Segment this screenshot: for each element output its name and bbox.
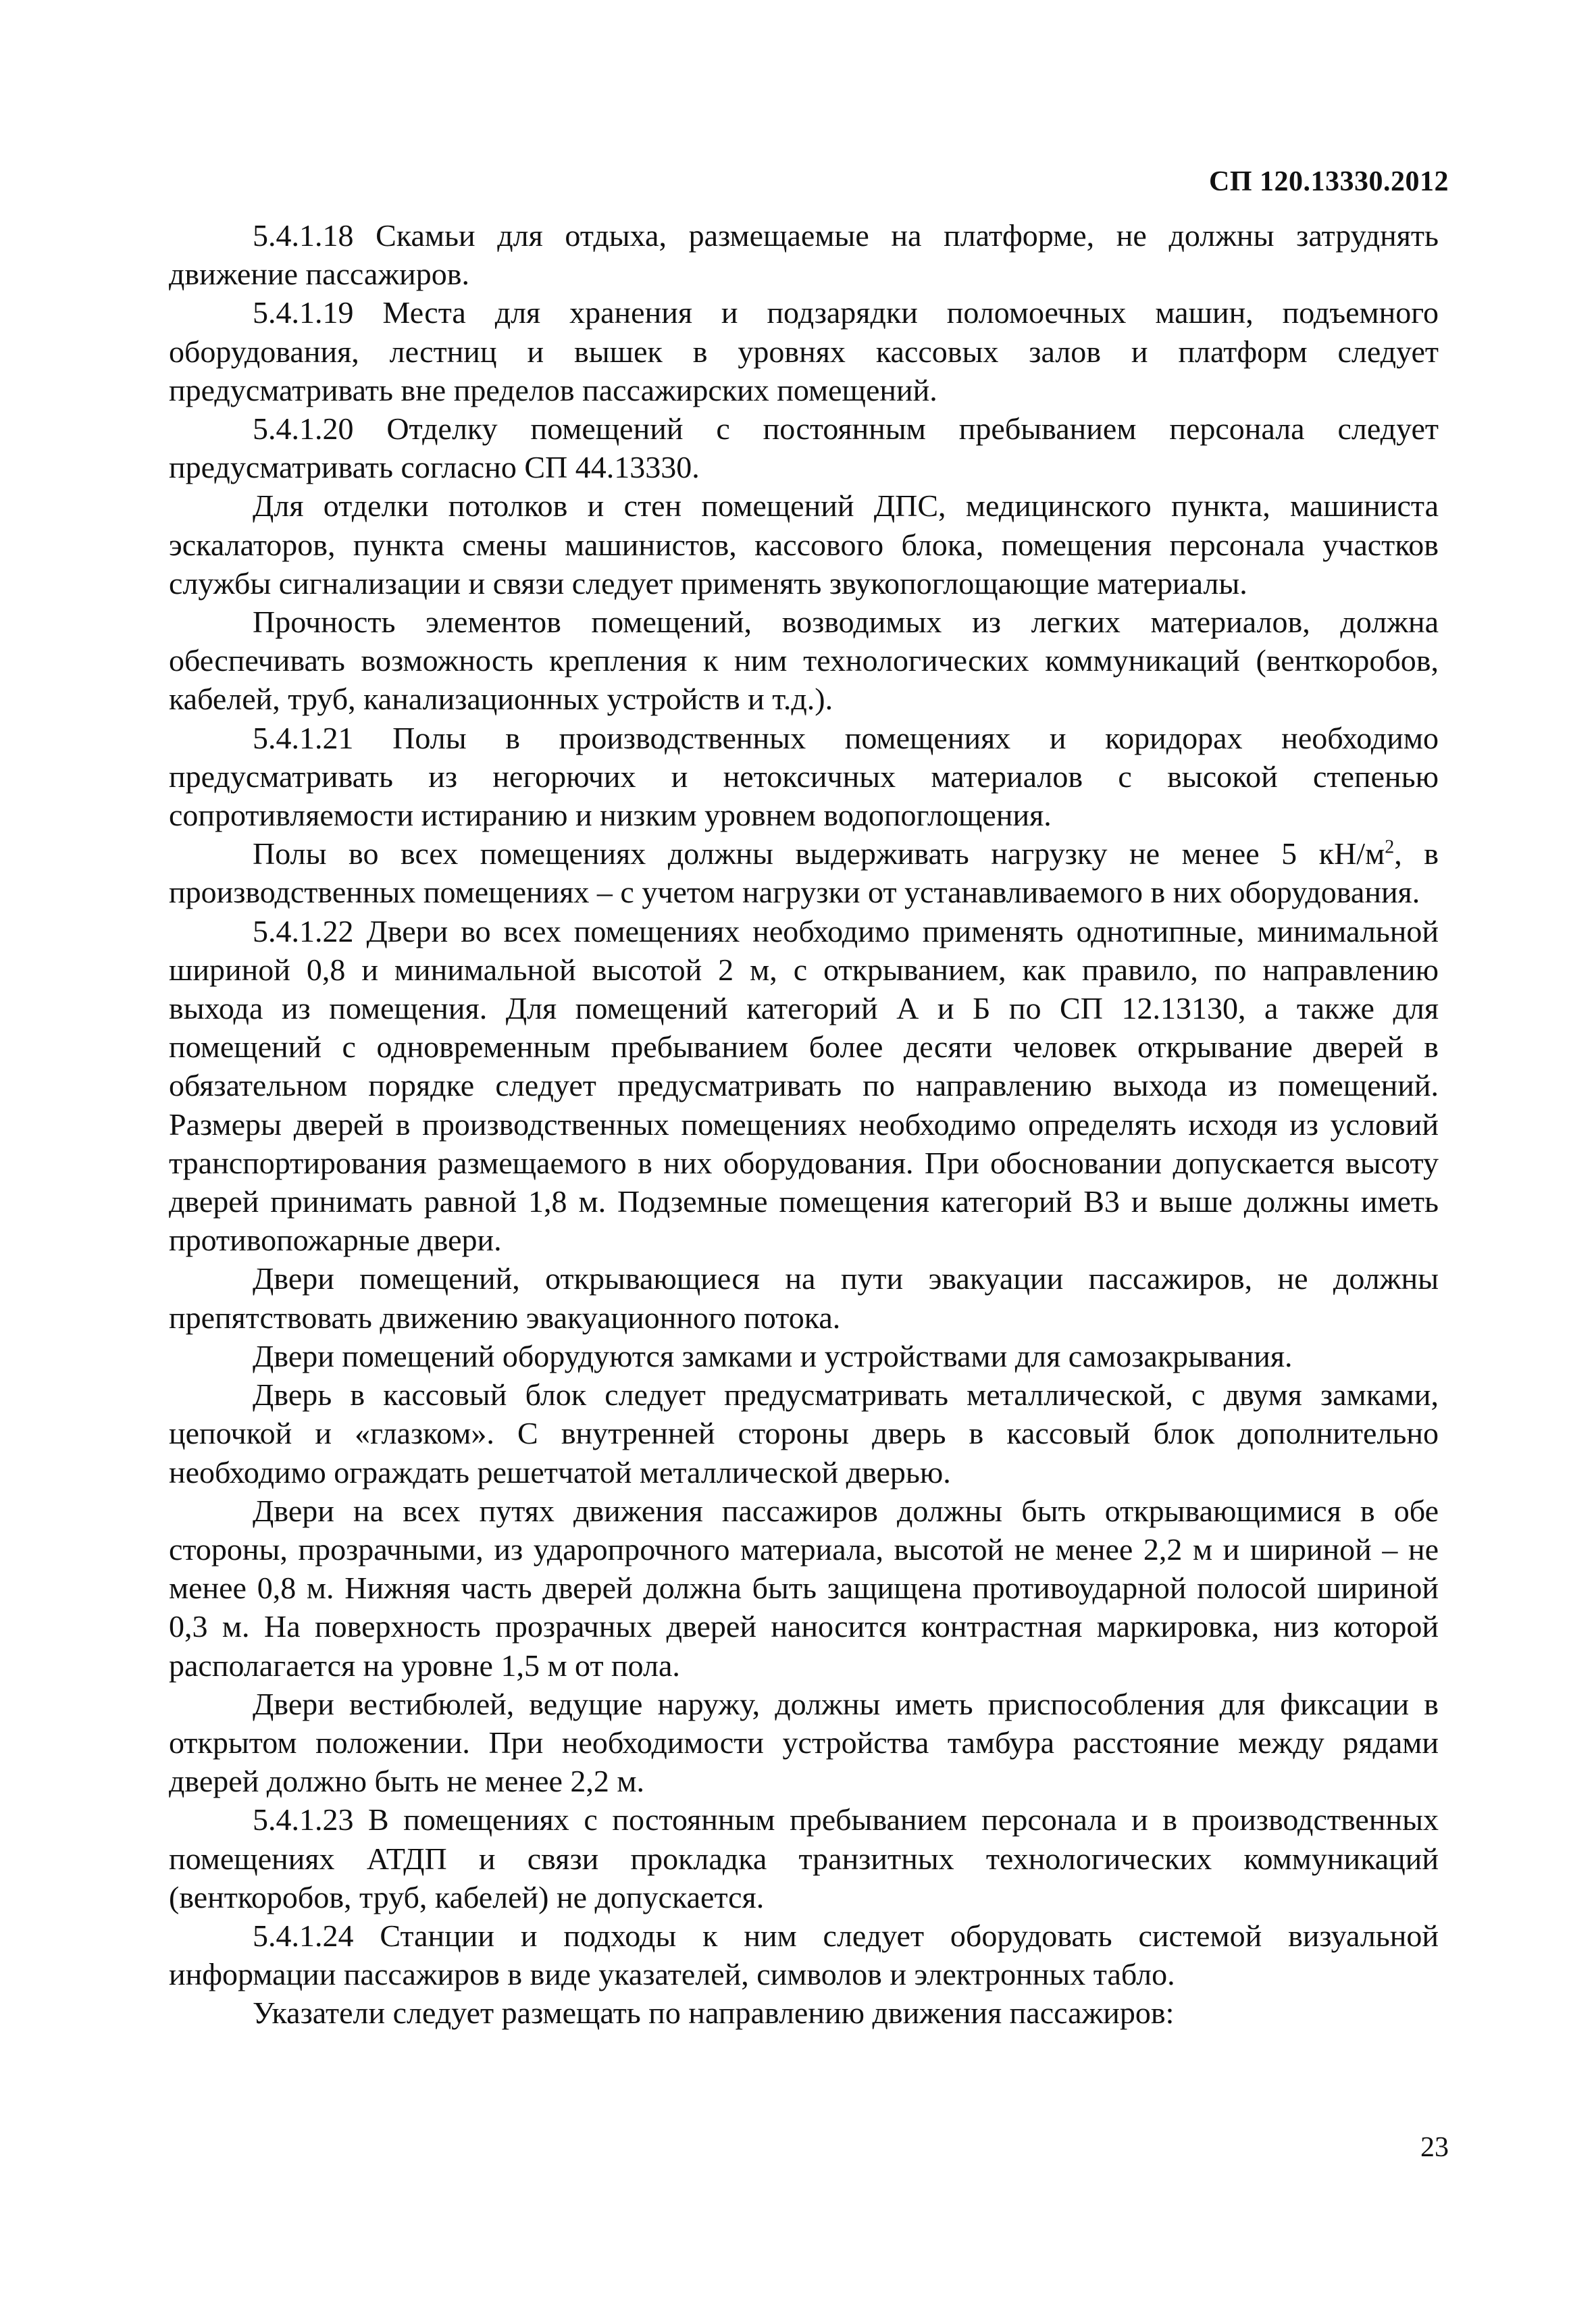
paragraph-evacuation-doors: Двери помещений, открывающиеся на пути эвакуации пассажиров, не должны препятствовать движению эвакуационного потока. (169, 1261, 1439, 1335)
floor-load-text: Полы во всех помещениях должны выдерживать нагрузку не менее 5 кН/м (253, 836, 1385, 871)
paragraph-floor-load (169, 834, 1439, 911)
paragraph-vestibule-doors: Двери вестибюлей, ведущие наружу, должны иметь приспособления для фиксации в открытом положении. При необходимости устройства тамбура расстояние между рядами дверей должно быть не менее 2,2 м. (169, 1686, 1439, 1799)
document-body (169, 216, 1439, 2033)
paragraph-element-strength: Прочность элементов помещений, возводимых из легких материалов, должна обеспечивать возможность крепления к ним технологических коммуникаций (венткоробов, кабелей, труб, канализационных устройств и т.д.). (169, 605, 1439, 717)
paragraph-5-4-1-24: 5.4.1.24 Станции и подходы к ним следует оборудовать системой визуальной информации пассажиров в виде указателей, символов и электронных табло. (169, 1918, 1439, 1992)
paragraph-cash-block-door: Дверь в кассовый блок следует предусматривать металлической, с двумя замками, цепочкой и «глазком». С внутренней стороны дверь в кассовый блок дополнительно необходимо ограждать решетчатой металлической дверью. (169, 1377, 1439, 1490)
paragraph-5-4-1-19: 5.4.1.19 Места для хранения и подзарядки поломоечных машин, подъемного оборудования, лестниц и вышек в уровнях кассовых залов и платформ следует предусматривать вне пределов пассажирских помещений. (169, 295, 1439, 407)
paragraph-5-4-1-18: 5.4.1.18 Скамьи для отдыха, размещаемые на платформе, не должны затруднять движение пассажиров. (169, 218, 1439, 292)
paragraph-door-locks: Двери помещений оборудуются замками и устройствами для самозакрывания. (253, 1338, 1293, 1373)
paragraph-passenger-doors: Двери на всех путях движения пассажиров должны быть открывающимися в обе стороны, прозрачными, из ударопрочного материала, высотой не менее 2,2 м и шириной – не менее 0,8 м. Нижняя часть дверей должна быть защищена противоударной полосой шириной 0,3 м. На поверхность прозрачных дверей наносится контрастная маркировка, низ которой располагается на уровне 1,5 м от пола. (169, 1493, 1439, 1683)
page-number: 23 (1420, 2132, 1449, 2163)
paragraph-signs-placement: Указатели следует размещать по направлению движения пассажиров: (253, 1996, 1175, 2031)
floor-load-text-after: , в производственных помещениях – с учетом нагрузки от устанавливаемого в них оборудования. (169, 836, 1439, 910)
document-code: СП 120.13330.2012 (1209, 166, 1449, 197)
paragraph-5-4-1-21: 5.4.1.21 Полы в производственных помещениях и коридорах необходимо предусматривать из негорючих и нетоксичных материалов с высокой степенью сопротивляемости истиранию и низким уровнем водопоглощения. (169, 720, 1439, 833)
paragraph-5-4-1-20: 5.4.1.20 Отделку помещений с постоянным пребыванием персонала следует предусматривать согласно СП 44.13330. (169, 411, 1439, 485)
paragraph-finishing-materials: Для отделки потолков и стен помещений ДПС, медицинского пункта, машиниста эскалаторов, пункта смены машинистов, кассового блока, помещения персонала участков службы сигнализации и связи следует применять звукопоглощающие материалы. (169, 488, 1439, 601)
superscript-2: 2 (1385, 836, 1395, 858)
paragraph-5-4-1-22: 5.4.1.22 Двери во всех помещениях необходимо применять однотипные, минимальной шириной 0,8 и минимальной высотой 2 м, с открыванием, как правило, по направлению выхода из помещения. Для помещений категорий А и Б по СП 12.13130, а также для помещений с одновременным пребыванием более десяти человек открывание дверей в обязательном порядке следует предусматривать по направлению выхода из помещений. Размеры дверей в производственных помещениях необходимо определять исходя из условий транспортирования размещаемого в них оборудования. При обосновании допускается высоту дверей принимать равной 1,8 м. Подземные помещения категорий В3 и выше должны иметь противопожарные двери. (169, 913, 1439, 1258)
paragraph-5-4-1-23: 5.4.1.23 В помещениях с постоянным пребыванием персонала и в производственных помещениях АТДП и связи прокладка транзитных технологических коммуникаций (венткоробов, труб, кабелей) не допускается. (169, 1802, 1439, 1914)
